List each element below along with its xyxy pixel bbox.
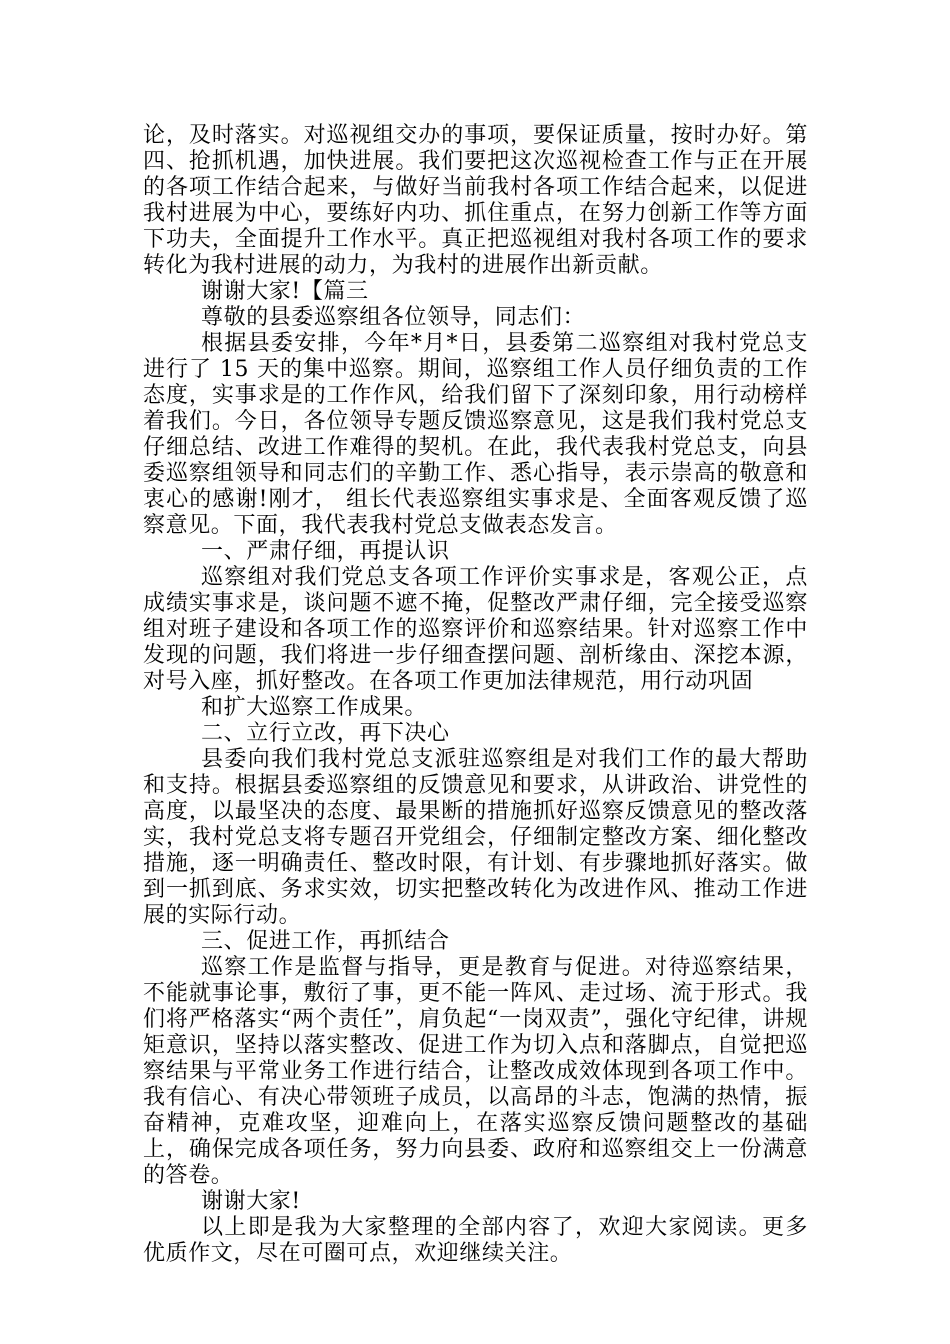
section-heading: 一、严肃仔细，再提认识 xyxy=(201,539,450,564)
section-heading: 三、促进工作，再抓结合 xyxy=(201,929,450,954)
paragraph: 巡察组对我们党总支各项工作评价实事求是，客观公正，点成绩实事求是，谈问题不遮不掩，促整改严肃仔细，完全接受巡察组对班子建设和各项工作的巡察评价和巡察结果。针对巡察工作中发现的问题，我们将进一步仔细查摆问题、剖析缘由、深挖本源，对号入座，抓好整改。在各项工作更加法律规范，用行动巩固 xyxy=(143,565,808,694)
paragraph: 县委向我们我村党总支派驻巡察组是对我们工作的最大帮助和支持。根据县委巡察组的反馈意见和要求，从讲政治、讲党性的高度，以最坚决的态度、最果断的措施抓好巡察反馈意见的整改落实，我村党总支将专题召开党组会，仔细制定整改方案、细化整改措施，逐一明确责任、整改时限，有计划、有步骤地抓好落实。做到一抓到底、务求实效，切实把整改转化为改进作风、推动工作进展的实际行动。 xyxy=(143,747,808,928)
paragraph: 论，及时落实。对巡视组交办的事项，要保证质量，按时办好。第四、抢抓机遇，加快进展。我们要把这次巡视检查工作与正在开展的各项工作结合起来，与做好当前我村各项工作结合起来，以促进我村进展为中心，要练好内功、抓住重点，在努力创新工作等方面下功夫，全面提升工作水平。真正把巡视组对我村各项工作的要求转化为我村进展的动力，为我村的进展作出新贡献。 xyxy=(143,123,808,278)
document-body xyxy=(143,123,808,1267)
paragraph: 尊敬的县委巡察组各位领导，同志们： xyxy=(201,305,586,330)
section-heading: 二、立行立改，再下决心 xyxy=(201,721,450,746)
paragraph: 和扩大巡察工作成果。 xyxy=(201,695,428,720)
paragraph: 巡察工作是监督与指导，更是教育与促进。对待巡察结果，不能就事论事，敷衍了事，更不能一阵风、走过场、流于形式。我们将严格落实“两个责任”，肩负起“一岗双责”，强化守纪律，讲规矩意识，坚持以落实整改、促进工作为切入点和落脚点，自觉把巡察结果与平常业务工作进行结合，让整改成效体现到各项工作中。我有信心、有决心带领班子成员，以高昂的斗志，饱满的热情，振奋精神，克难攻坚，迎难向上，在落实巡察反馈问题整改的基础上，确保完成各项任务，努力向县委、政府和巡察组交上一份满意的答卷。 xyxy=(143,955,808,1188)
paragraph: 根据县委安排，今年*月*日，县委第二巡察组对我村党总支进行了 15 天的集中巡察。期间，巡察组工作人员仔细负责的工作态度，实事求是的工作作风，给我们留下了深刻印象，用行动榜样着我们。今日，各位领导专题反馈巡察意见，这是我们我村党总支仔细总结、改进工作难得的契机。在此，我代表我村党总支，向县委巡察组领导和同志们的辛勤工作、悉心指导，表示崇高的敬意和衷心的感谢!刚才， 组长代表巡察组实事求是、全面客观反馈了巡察意见。下面，我代表我村党总支做表态发言。 xyxy=(143,331,808,538)
paragraph: 以上即是我为大家整理的全部内容了，欢迎大家阅读。更多优质作文，尽在可圈可点，欢迎继续关注。 xyxy=(143,1215,808,1266)
paragraph: 谢谢大家!【篇三 xyxy=(201,279,369,304)
paragraph: 谢谢大家! xyxy=(201,1189,301,1214)
